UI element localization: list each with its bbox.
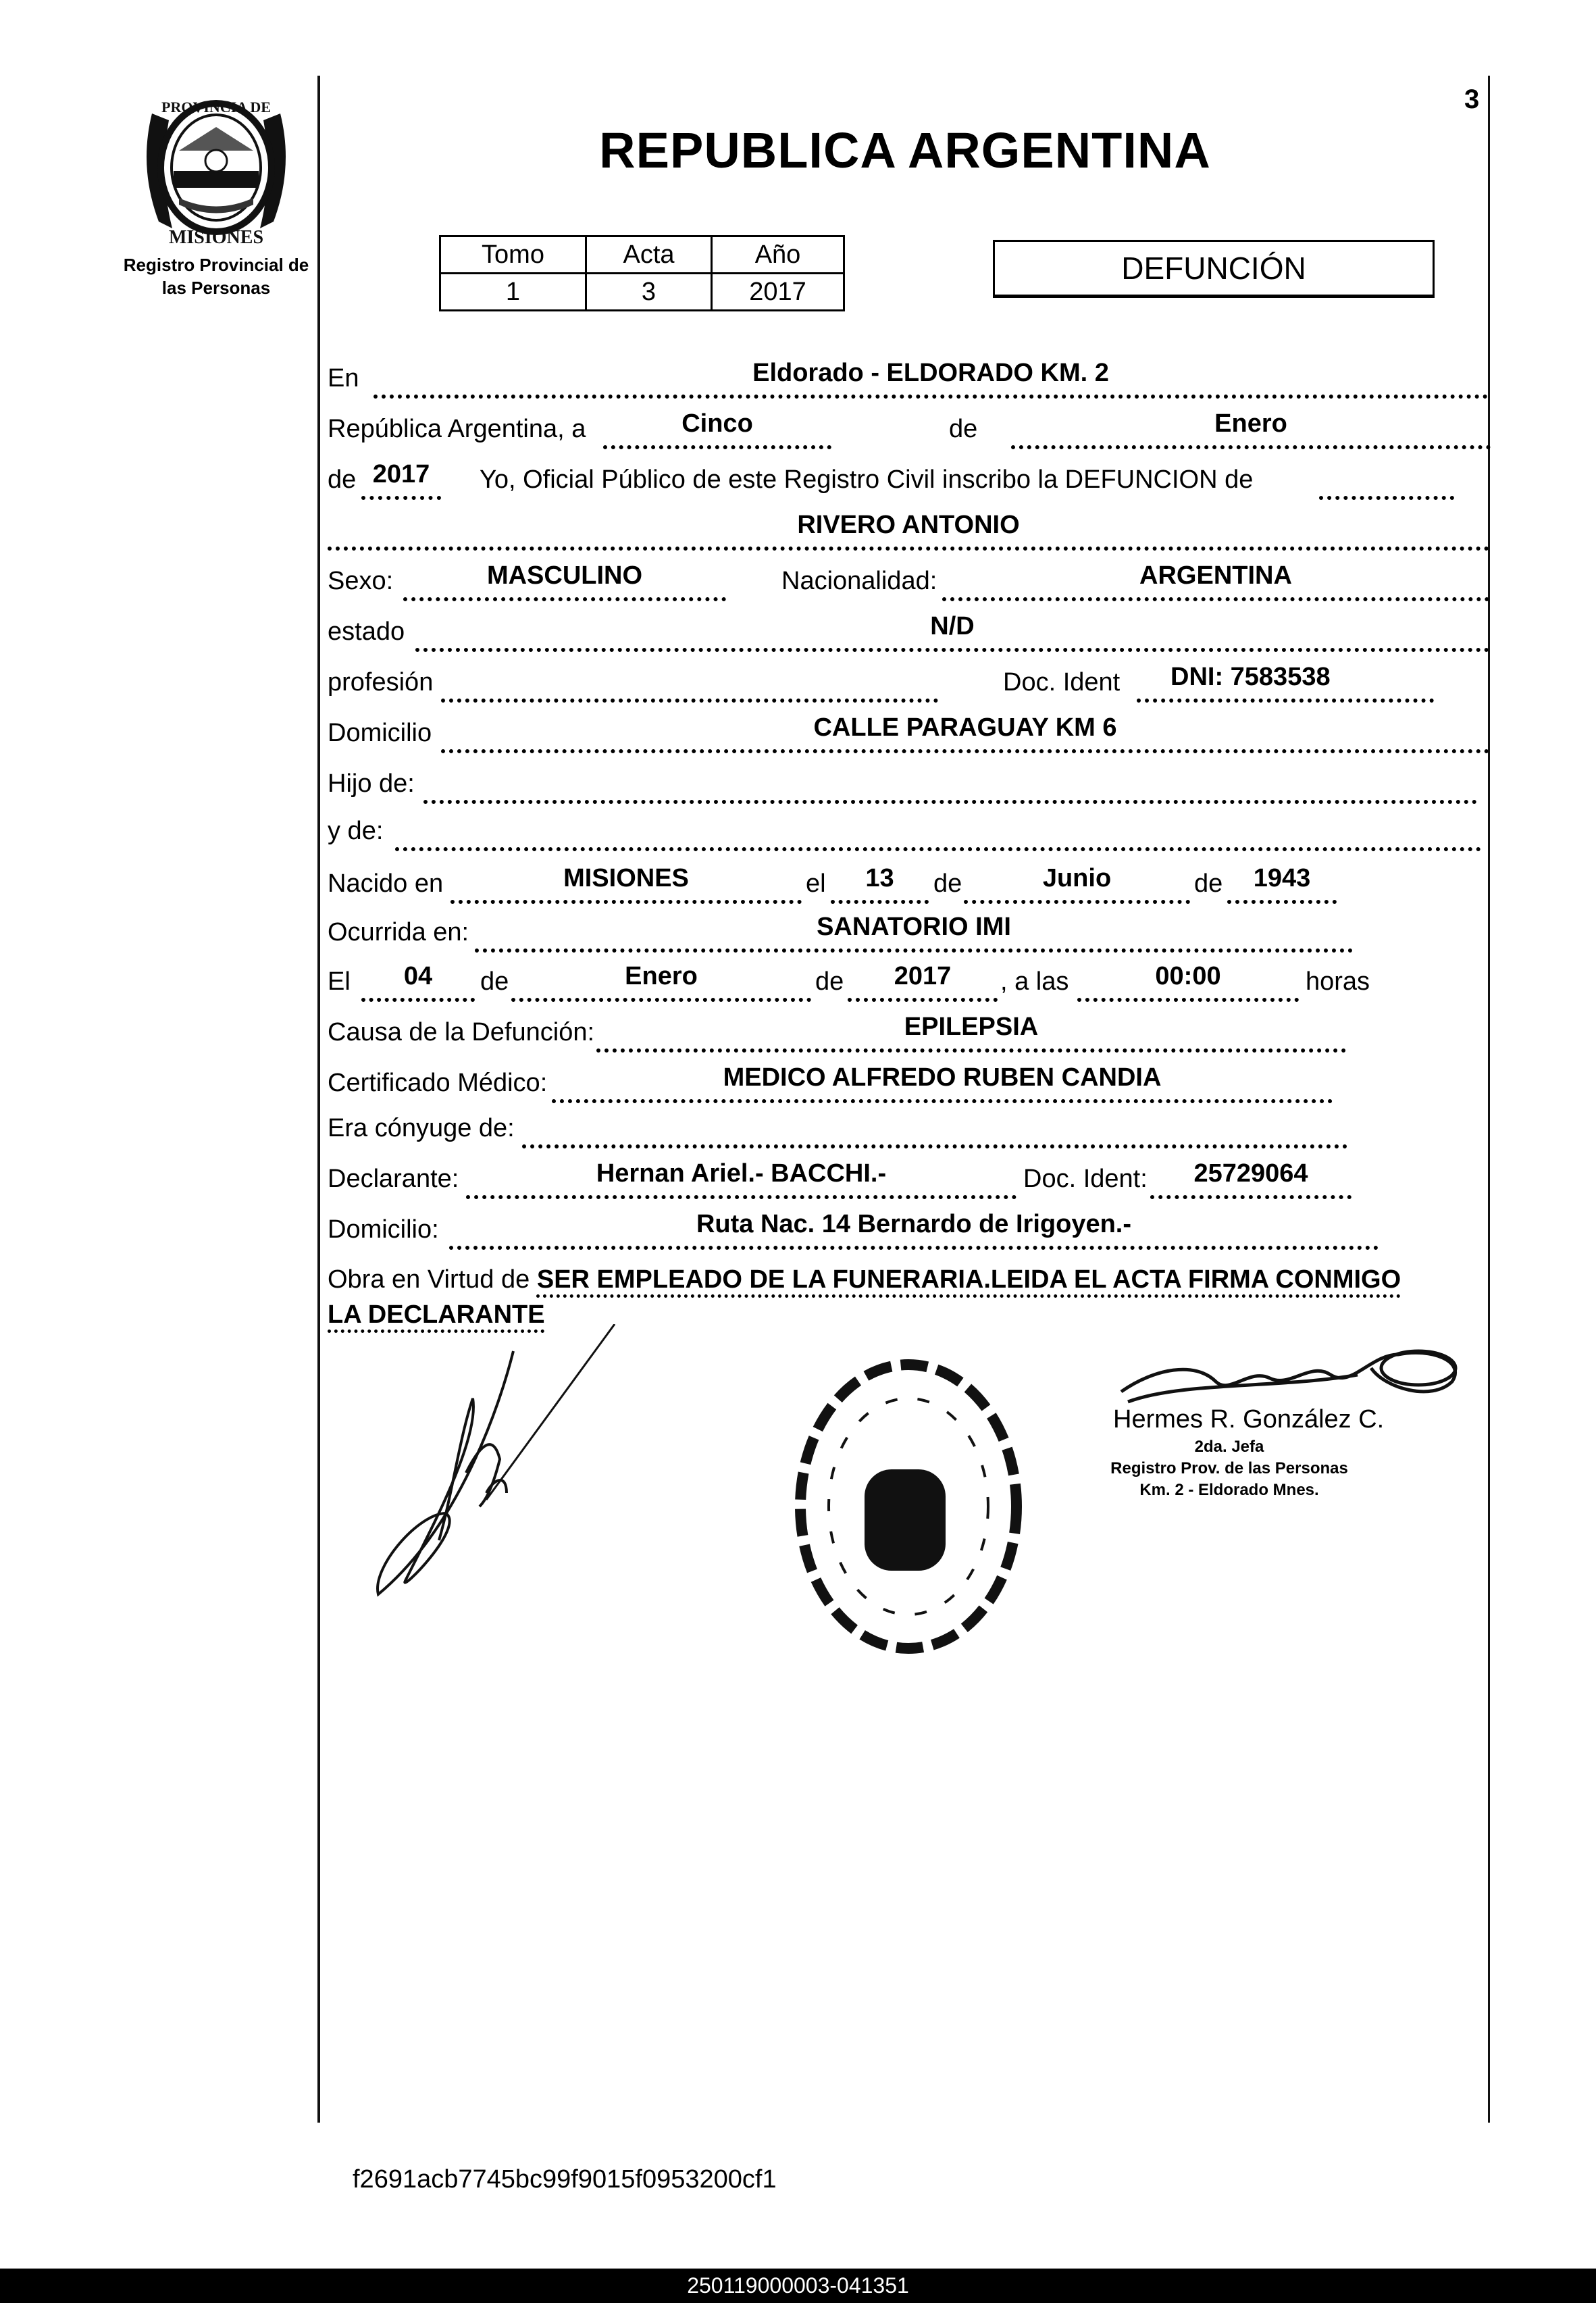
field-estado[interactable]	[415, 610, 1489, 652]
value-obra-line2: LA DECLARANTE	[328, 1300, 545, 1329]
row-nombre	[328, 510, 1489, 551]
record-table	[439, 235, 845, 311]
header-tomo: Tomo	[440, 236, 586, 274]
value-domicilio-declarante: Ruta Nac. 14 Bernardo de Irigoyen.-	[696, 1210, 1132, 1238]
field-y-de[interactable]	[395, 809, 1481, 851]
label-y-de: y de:	[328, 817, 384, 845]
field-birth-day[interactable]	[831, 862, 929, 904]
field-doc-ident-declarante[interactable]	[1150, 1157, 1352, 1199]
registry-label-line2: las Personas	[161, 278, 271, 298]
registry-label-line1: Registro Provincial de	[123, 255, 309, 275]
row-nacimiento	[328, 863, 1489, 904]
value-death-month: Enero	[625, 962, 698, 990]
label-conyuge: Era cónyuge de:	[328, 1114, 515, 1142]
field-nombre[interactable]	[328, 509, 1489, 551]
declarant-signature-icon	[358, 1324, 628, 1608]
value-birth-day: 13	[865, 864, 894, 892]
field-death-day[interactable]	[361, 960, 475, 1002]
field-month[interactable]	[1011, 407, 1491, 449]
barcode-number: 250119000003-041351	[687, 2273, 909, 2298]
official-location: Km. 2 - Eldorado Mnes.	[1139, 1481, 1319, 1499]
row-causa	[328, 1012, 1489, 1053]
official-name: Hermes R. González C.	[1113, 1405, 1385, 1434]
row-certificado	[328, 1063, 1489, 1103]
value-obra-line1: SER EMPLEADO DE LA FUNERARIA.LEIDA EL ACTA FIRMA CONMIGO	[536, 1265, 1401, 1294]
row-year-statement	[328, 459, 1489, 500]
label-en: En	[328, 364, 359, 393]
value-ano: 2017	[712, 274, 844, 311]
record-table-header-row	[440, 236, 844, 274]
field-doc-ident[interactable]	[1137, 661, 1434, 703]
label-de-birth2: de	[1194, 869, 1223, 898]
label-a-las: , a las	[1000, 967, 1069, 996]
value-birth-month: Junio	[1042, 864, 1112, 892]
field-causa[interactable]	[596, 1011, 1346, 1053]
field-declarante[interactable]	[466, 1157, 1016, 1199]
header-acta: Acta	[586, 236, 712, 274]
field-death-time[interactable]	[1077, 960, 1299, 1002]
value-birth-year: 1943	[1253, 864, 1311, 892]
page-title: REPUBLICA ARGENTINA	[599, 122, 1211, 178]
official-office: Registro Prov. de las Personas	[1110, 1459, 1348, 1477]
field-birth-month[interactable]	[964, 862, 1190, 904]
label-de-death: de	[480, 967, 509, 996]
row-y-de	[328, 811, 1489, 851]
label-republica: República Argentina, a	[328, 415, 586, 443]
value-ocurrida: SANATORIO IMI	[817, 913, 1011, 941]
label-profesion: profesión	[328, 668, 434, 697]
row-fecha-defuncion	[328, 961, 1489, 1002]
label-nacionalidad: Nacionalidad:	[781, 567, 937, 595]
label-causa: Causa de la Defunción:	[328, 1018, 595, 1046]
field-certificado[interactable]	[552, 1061, 1333, 1103]
label-de-birth: de	[933, 869, 962, 898]
value-doc-ident-declarante: 25729064	[1193, 1159, 1308, 1188]
label-estado: estado	[328, 617, 405, 646]
svg-text:MISIONES: MISIONES	[168, 227, 264, 248]
label-domicilio-declarante: Domicilio:	[328, 1215, 439, 1244]
record-type-box: DEFUNCIÓN	[993, 240, 1435, 298]
misiones-crest-icon	[132, 86, 301, 249]
label-domicilio: Domicilio	[328, 719, 432, 747]
row-hijo-de	[328, 763, 1489, 804]
row-estado	[328, 611, 1489, 652]
field-sexo[interactable]	[403, 559, 726, 601]
document-hash: f2691acb7745bc99f9015f0953200cf1	[353, 2165, 777, 2194]
label-ocurrida: Ocurrida en:	[328, 918, 469, 946]
value-en: Eldorado - ELDORADO KM. 2	[752, 359, 1109, 387]
value-death-day: 04	[403, 962, 433, 990]
label-de-death2: de	[815, 967, 844, 996]
field-domicilio-declarante[interactable]	[449, 1208, 1379, 1250]
official-title: 2da. Jefa	[1194, 1438, 1264, 1456]
row-ocurrida	[328, 912, 1489, 953]
page-number: 3	[1464, 84, 1480, 114]
field-hijo-de[interactable]	[423, 762, 1477, 804]
value-causa: EPILEPSIA	[904, 1013, 1039, 1041]
row-domicilio-declarante	[328, 1209, 1489, 1250]
value-estado: N/D	[930, 612, 975, 640]
label-hijo-de: Hijo de:	[328, 769, 415, 798]
record-table-value-row	[440, 274, 844, 311]
field-ocurrida[interactable]	[475, 911, 1353, 953]
field-profesion[interactable]	[441, 661, 938, 703]
label-el: el	[806, 869, 826, 898]
value-year: 2017	[372, 460, 430, 488]
field-nacionalidad[interactable]	[942, 559, 1489, 601]
field-domicilio[interactable]	[441, 711, 1489, 753]
label-sexo: Sexo:	[328, 567, 394, 595]
value-tomo: 1	[440, 274, 586, 311]
row-conyuge	[328, 1108, 1489, 1148]
label-certificado: Certificado Médico:	[328, 1069, 548, 1097]
label-doc-ident-declarante: Doc. Ident:	[1023, 1165, 1148, 1193]
value-domicilio: CALLE PARAGUAY KM 6	[813, 713, 1117, 742]
label-obra: Obra en Virtud de	[328, 1265, 530, 1294]
value-month: Enero	[1214, 409, 1287, 438]
field-day[interactable]	[603, 407, 831, 449]
field-death-year[interactable]	[848, 960, 998, 1002]
row-profesion-doc	[328, 662, 1489, 703]
label-horas: horas	[1306, 967, 1370, 996]
field-birth-year[interactable]	[1227, 862, 1337, 904]
value-doc-ident: DNI: 7583538	[1170, 663, 1331, 691]
value-acta: 3	[586, 274, 712, 311]
row-en	[328, 358, 1489, 399]
statement-text: Yo, Oficial Público de este Registro Civil inscribo la DEFUNCION de	[480, 465, 1254, 494]
row-declarante	[328, 1159, 1489, 1199]
row-obra	[328, 1262, 1496, 1332]
value-death-year: 2017	[894, 962, 952, 990]
field-birth-place[interactable]	[451, 862, 802, 904]
value-birth-place: MISIONES	[563, 864, 689, 892]
label-nacido-en: Nacido en	[328, 869, 444, 898]
barcode-footer	[0, 2269, 1596, 2303]
row-sexo-nacionalidad	[328, 561, 1489, 601]
label-de: de	[949, 415, 978, 443]
row-fecha	[328, 409, 1489, 449]
registry-label	[98, 253, 334, 299]
label-de-year: de	[328, 465, 357, 494]
official-stamp-icon	[783, 1351, 1033, 1662]
official-signature-icon	[1114, 1341, 1466, 1409]
field-en[interactable]	[374, 357, 1488, 399]
field-death-month[interactable]	[511, 960, 811, 1002]
value-death-time: 00:00	[1155, 962, 1221, 990]
field-year[interactable]	[361, 458, 441, 500]
svg-text:PROVINCIA DE: PROVINCIA DE	[161, 99, 271, 116]
value-nacionalidad: ARGENTINA	[1139, 561, 1292, 590]
left-margin-line	[317, 76, 320, 2123]
label-doc-ident: Doc. Ident	[1003, 668, 1121, 697]
value-certificado: MEDICO ALFREDO RUBEN CANDIA	[723, 1063, 1162, 1092]
value-day: Cinco	[681, 409, 753, 438]
row-domicilio	[328, 713, 1489, 753]
field-statement-end	[1319, 458, 1454, 500]
label-declarante: Declarante:	[328, 1165, 459, 1193]
value-sexo: MASCULINO	[486, 561, 643, 590]
header-ano: Año	[712, 236, 844, 274]
field-conyuge[interactable]	[522, 1107, 1347, 1148]
value-nombre: RIVERO ANTONIO	[797, 511, 1020, 539]
value-declarante: Hernan Ariel.- BACCHI.-	[596, 1159, 887, 1188]
label-el-death: El	[328, 967, 351, 996]
